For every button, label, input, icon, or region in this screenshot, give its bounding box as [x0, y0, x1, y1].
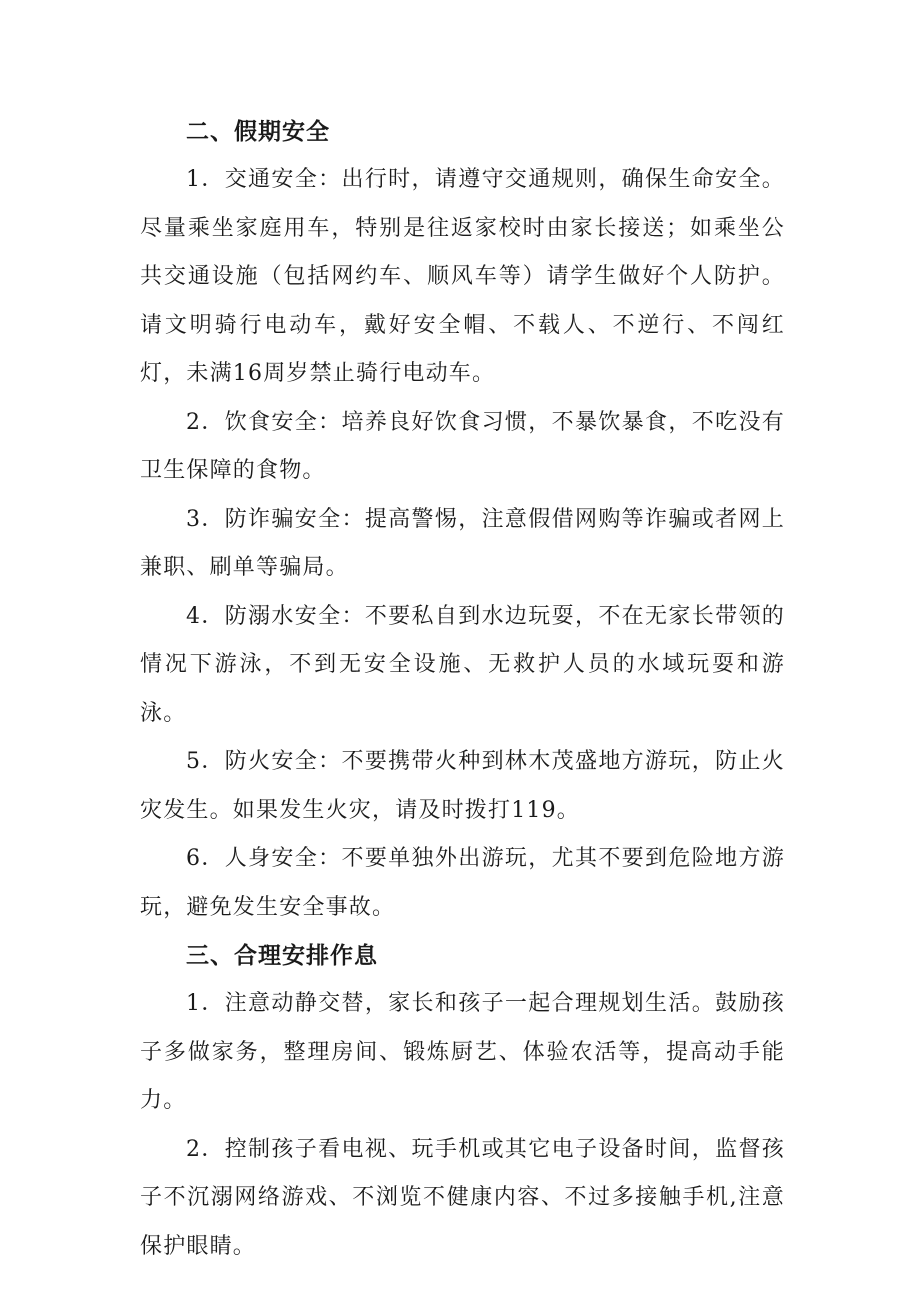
- paragraph-food-safety: 2．饮食安全：培养良好饮食习惯，不暴饮暴食，不吃没有卫生保障的食物。: [140, 409, 785, 483]
- document-content: [140, 108, 785, 1271]
- paragraph-balance-activities: 1．注意动静交替，家长和孩子一起合理规划生活。鼓励孩子多做家务，整理房间、锻炼厨艺、体验农活等，提高动手能力。: [140, 991, 785, 1113]
- paragraph-screen-time: 2．控制孩子看电视、玩手机或其它电子设备时间，监督孩子不沉溺网络游戏、不浏览不健康内容、不过多接触手机,注意保护眼睛。: [140, 1136, 785, 1259]
- paragraph-anti-fraud-safety: 3．防诈骗安全：提高警惕，注意假借网购等诈骗或者网上兼职、刷单等骗局。: [140, 506, 785, 580]
- paragraph-traffic-safety: 1．交通安全：出行时，请遵守交通规则，确保生命安全。尽量乘坐家庭用车，特别是往返家校时由家长接送；如乘坐公共交通设施（包括网约车、顺风车等）请学生做好个人防护。请文明骑行电动车，戴好安全帽、不载人、不逆行、不闯红灯，未满16周岁禁止骑行电动车。: [140, 167, 785, 386]
- section-heading-holiday-safety: 二、假期安全: [186, 119, 330, 145]
- paragraph-drowning-prevention: 4．防溺水安全：不要私自到水边玩耍，不在无家长带领的情况下游泳，不到无安全设施、无救护人员的水域玩耍和游泳。: [140, 603, 785, 726]
- section-heading-schedule: 三、合理安排作息: [186, 943, 378, 969]
- paragraph-personal-safety: 6．人身安全：不要单独外出游玩，尤其不要到危险地方游玩，避免发生安全事故。: [140, 846, 785, 920]
- paragraph-fire-safety: 5．防火安全：不要携带火种到林木茂盛地方游玩，防止火灾发生。如果发生火灾，请及时拨打119。: [140, 749, 785, 823]
